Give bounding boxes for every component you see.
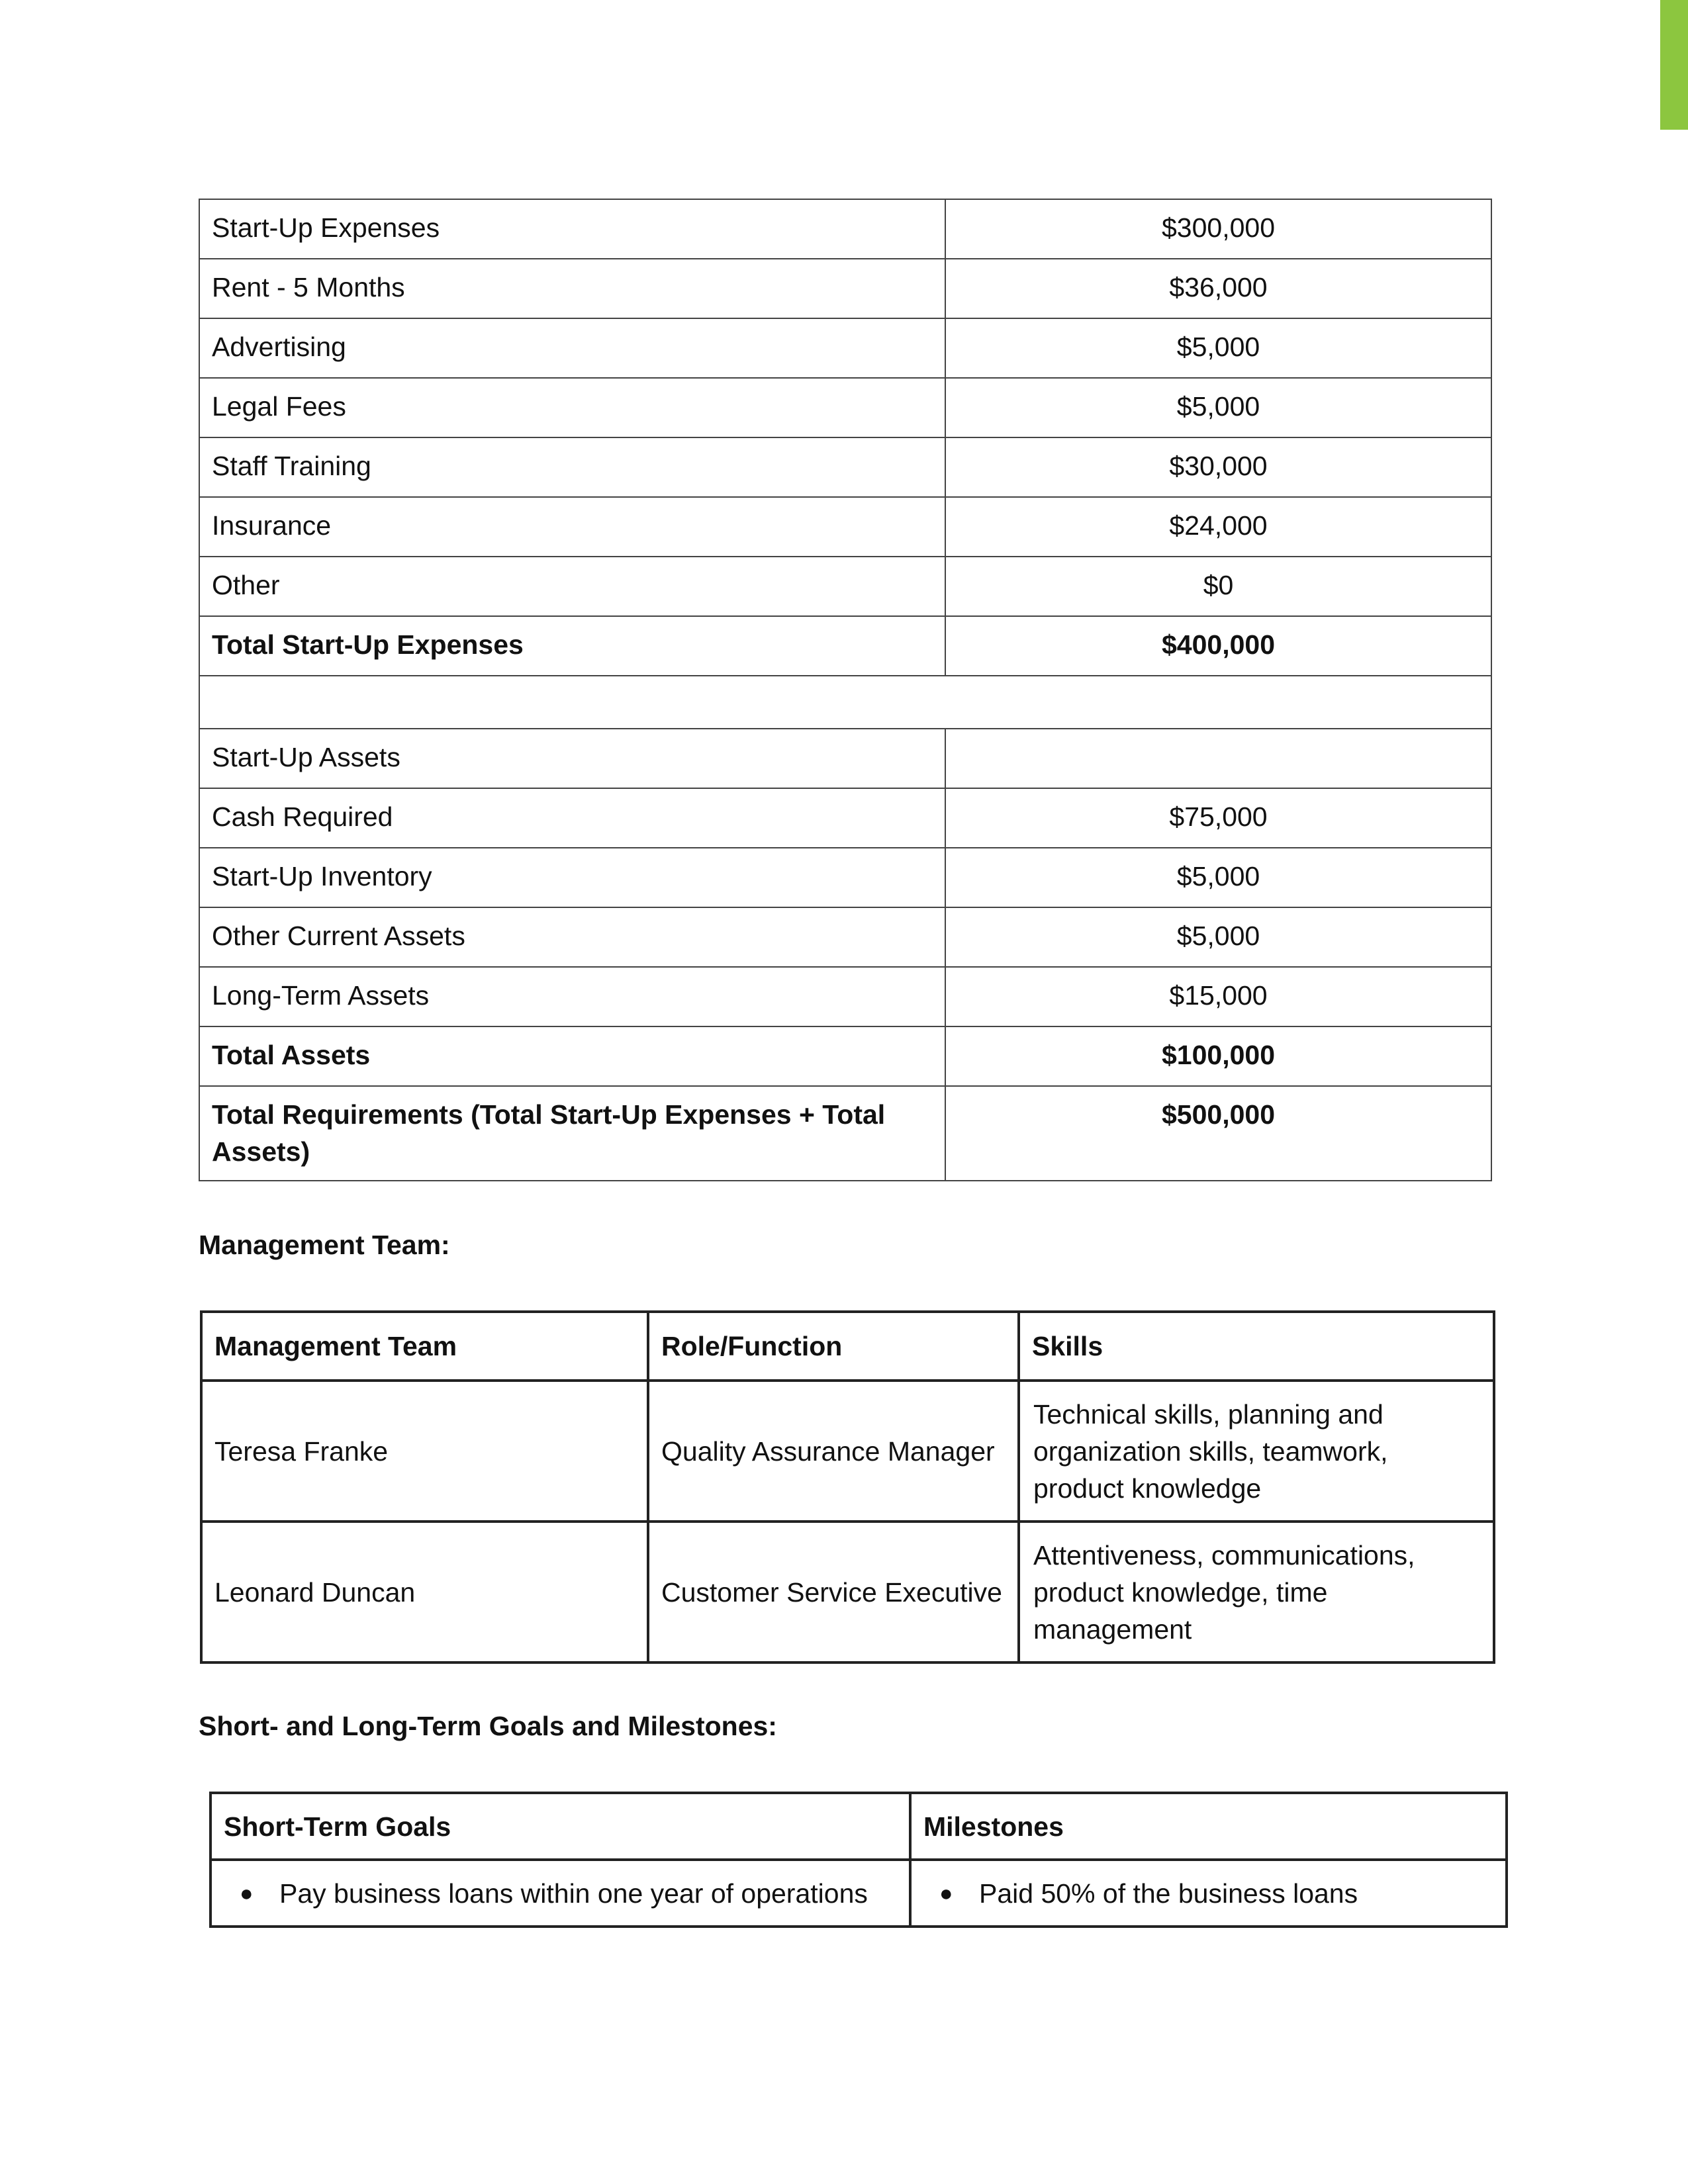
expense-label: Start-Up Expenses [199,199,945,259]
column-header-skills: Skills [1019,1312,1494,1381]
expense-label: Rent - 5 Months [199,259,945,318]
total-expenses-label: Total Start-Up Expenses [199,616,945,676]
table-row [211,1860,1507,1927]
expense-label: Insurance [199,497,945,557]
member-name: Leonard Duncan [201,1522,648,1662]
total-requirements-value: $500,000 [945,1086,1491,1181]
milestone-cell [910,1860,1507,1927]
column-header-short-term-goals: Short-Term Goals [211,1793,910,1860]
table-row [201,1381,1494,1522]
total-assets-label: Total Assets [199,1026,945,1086]
bullet-icon: ● [939,1880,953,1906]
expense-value: $5,000 [945,378,1491,437]
expense-value: $36,000 [945,259,1491,318]
goal-cell [211,1860,910,1927]
asset-value: $5,000 [945,907,1491,967]
milestone-list-item [923,1875,1493,1912]
assets-header-value [945,729,1491,788]
table-row [199,967,1491,1026]
table-header-row [211,1793,1507,1860]
asset-label: Long-Term Assets [199,967,945,1026]
member-skills: Technical skills, planning and organization skills, teamwork, product knowledge [1019,1381,1494,1522]
goal-list-item [224,1875,897,1912]
table-row-total-requirements [199,1086,1491,1181]
member-role: Quality Assurance Manager [648,1381,1019,1522]
asset-value: $5,000 [945,848,1491,907]
member-role: Customer Service Executive [648,1522,1019,1662]
table-row [199,907,1491,967]
asset-value: $15,000 [945,967,1491,1026]
total-assets-value: $100,000 [945,1026,1491,1086]
total-requirements-label: Total Requirements (Total Start-Up Expenses + Total Assets) [199,1086,945,1181]
table-spacer-row [199,676,1491,729]
expense-value: $30,000 [945,437,1491,497]
table-row [199,437,1491,497]
column-header-management-team: Management Team [201,1312,648,1381]
table-row [199,788,1491,848]
expense-label: Other [199,557,945,616]
asset-label: Start-Up Inventory [199,848,945,907]
spacer-cell [199,676,1491,729]
table-row [199,378,1491,437]
page-accent-bar [1660,0,1688,130]
table-row-assets-header [199,729,1491,788]
goals-milestones-table [209,1792,1508,1928]
expense-value: $0 [945,557,1491,616]
asset-label: Cash Required [199,788,945,848]
expense-label: Staff Training [199,437,945,497]
total-expenses-value: $400,000 [945,616,1491,676]
milestone-text: Paid 50% of the business loans [979,1878,1358,1909]
bullet-icon: ● [240,1880,254,1906]
expense-value: $5,000 [945,318,1491,378]
column-header-role: Role/Function [648,1312,1019,1381]
table-row [201,1522,1494,1662]
goal-text: Pay business loans within one year of operations [279,1878,868,1909]
assets-header-label: Start-Up Assets [199,729,945,788]
expense-value: $24,000 [945,497,1491,557]
expense-value: $300,000 [945,199,1491,259]
asset-value: $75,000 [945,788,1491,848]
management-team-heading: Management Team: [199,1230,450,1260]
asset-label: Other Current Assets [199,907,945,967]
member-skills: Attentiveness, communications, product knowledge, time management [1019,1522,1494,1662]
expense-label: Advertising [199,318,945,378]
management-team-table [200,1310,1495,1664]
table-header-row [201,1312,1494,1381]
startup-financials-table [199,199,1492,1181]
table-row [199,199,1491,259]
table-row [199,259,1491,318]
column-header-milestones: Milestones [910,1793,1507,1860]
table-row-total-assets [199,1026,1491,1086]
table-row [199,318,1491,378]
goals-milestones-heading: Short- and Long-Term Goals and Milestones: [199,1711,777,1741]
expense-label: Legal Fees [199,378,945,437]
table-row [199,557,1491,616]
table-row [199,848,1491,907]
table-row-total-expenses [199,616,1491,676]
member-name: Teresa Franke [201,1381,648,1522]
table-row [199,497,1491,557]
